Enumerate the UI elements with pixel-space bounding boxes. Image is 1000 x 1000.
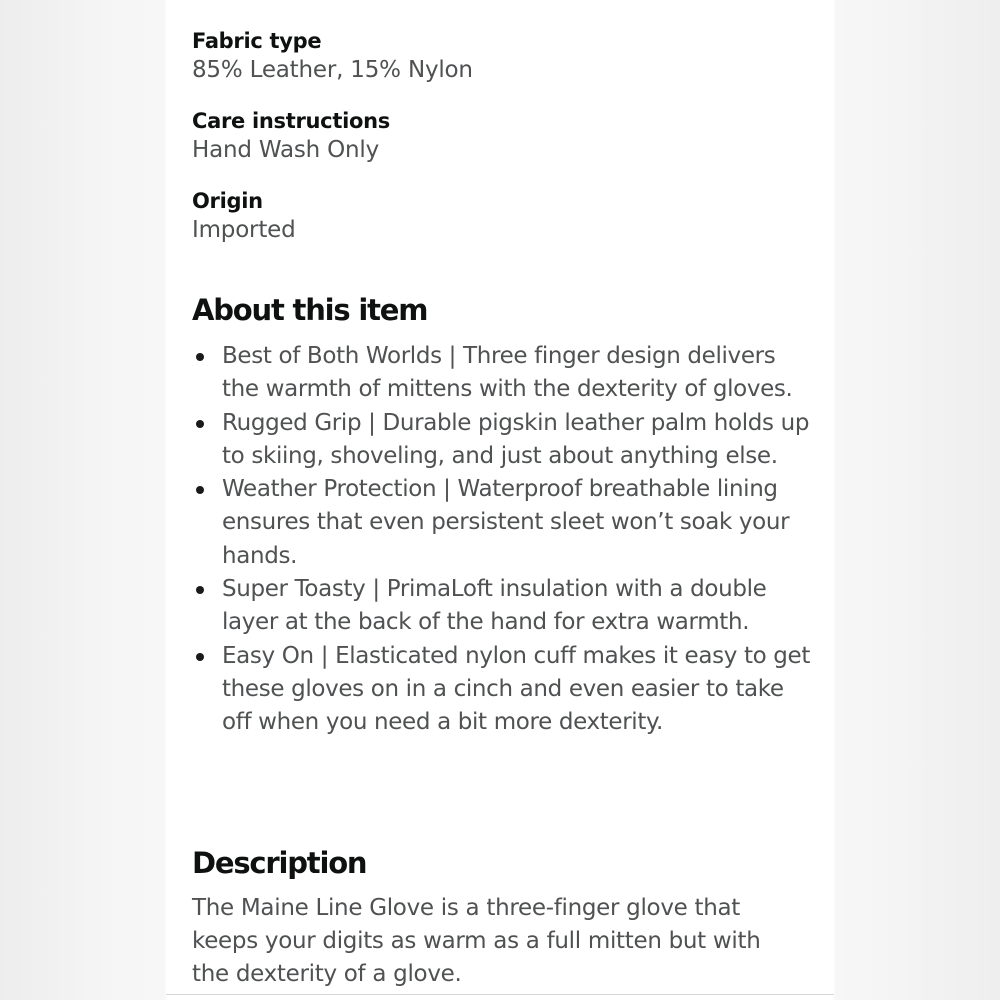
bottom-divider	[166, 994, 834, 995]
bullet-text: Weather Protection | Waterproof breathable lining ensures that even persistent sleet won’t soak your hands.	[222, 476, 790, 569]
about-bullet-list	[192, 340, 812, 740]
description-heading: Description	[192, 846, 367, 880]
spec-label-care-instructions: Care instructions	[192, 109, 390, 133]
spec-label-origin: Origin	[192, 189, 263, 213]
list-item	[192, 473, 812, 573]
bullet-text: Super Toasty | PrimaLoft insulation with a double layer at the back of the hand for extra warmth.	[222, 576, 767, 636]
bullet-dot-icon	[196, 486, 204, 494]
description-text: The Maine Line Glove is a three-finger glove that keeps your digits as warm as a full mitten but with the dexterity of a glove.	[192, 895, 761, 987]
bullet-text: Easy On | Elasticated nylon cuff makes it easy to get these gloves on in a cinch and even easier to take off when you need a bit more dexterity.	[222, 642, 811, 736]
about-heading: About this item	[192, 293, 428, 327]
spec-value-fabric-type: 85% Leather, 15% Nylon	[192, 57, 473, 83]
bullet-dot-icon	[196, 353, 204, 361]
spec-label-fabric-type: Fabric type	[192, 29, 322, 53]
spec-care-instructions	[192, 108, 812, 166]
list-item	[192, 407, 812, 474]
spec-value-care-instructions: Hand Wash Only	[192, 137, 379, 163]
list-item	[192, 340, 812, 407]
bullet-dot-icon	[196, 586, 204, 594]
product-details-panel	[166, 0, 834, 1000]
bullet-text: Rugged Grip | Durable pigskin leather palm holds up to skiing, shoveling, and just about anything else.	[222, 409, 810, 469]
bullet-text: Best of Both Worlds | Three finger design delivers the warmth of mittens with the dexterity of gloves.	[222, 343, 793, 403]
list-item	[192, 640, 812, 740]
bullet-dot-icon	[196, 420, 204, 428]
spec-origin	[192, 188, 812, 246]
spec-fabric-type	[192, 28, 812, 86]
list-item	[192, 573, 812, 640]
bullet-dot-icon	[196, 653, 204, 661]
spec-value-origin: Imported	[192, 217, 296, 243]
